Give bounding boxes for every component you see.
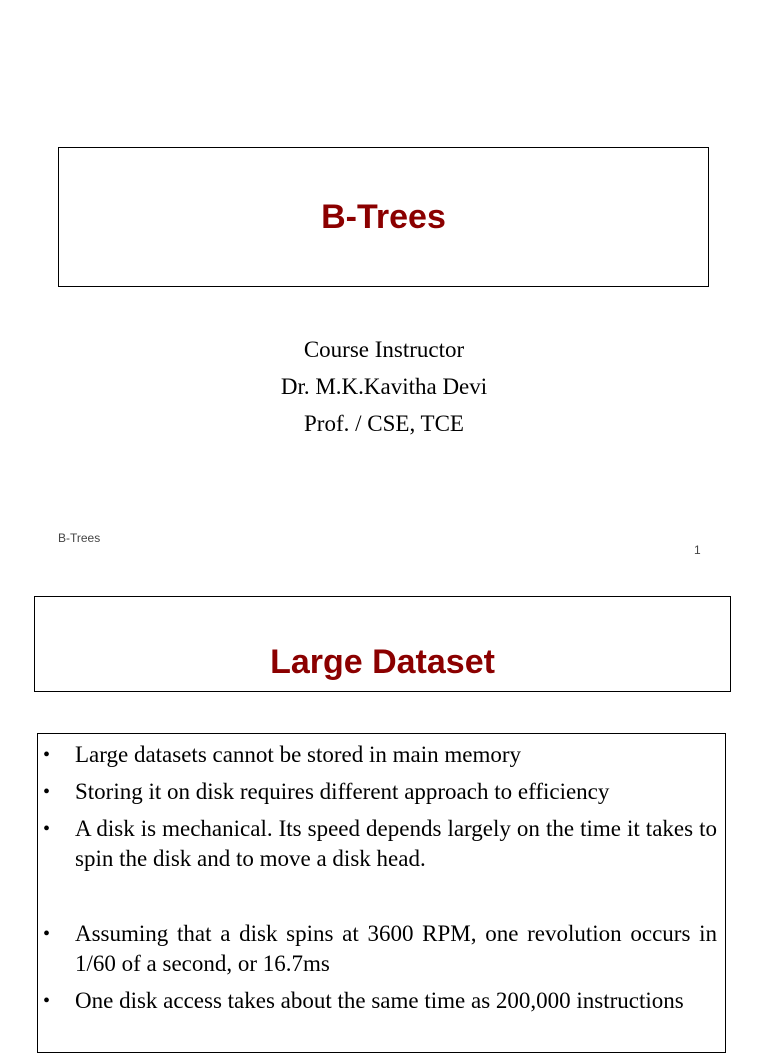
bullet-icon: • [43, 781, 51, 803]
slide-page-number: 1 [694, 543, 701, 557]
bullet-icon: • [43, 990, 51, 1012]
slide-footer-label: B-Trees [58, 531, 101, 545]
instructor-affiliation: Prof. / CSE, TCE [304, 411, 464, 436]
instructor-name: Dr. M.K.Kavitha Devi [280, 374, 488, 399]
slide2-title: Large Dataset [270, 643, 495, 681]
bullet-text: Large datasets cannot be stored in main memory [75, 742, 522, 767]
bullet-text: Assuming that a disk spins at 3600 RPM, one revolution occurs in 1/60 of a second, or 16.7ms [75, 921, 717, 976]
slide2-title-box [34, 596, 731, 692]
bullet-text: A disk is mechanical. Its speed depends largely on the time it takes to spin the disk and to move a disk head. [75, 816, 717, 871]
bullet-text: One disk access takes about the same time as 200,000 instructions [75, 988, 684, 1013]
bullet-text: Storing it on disk requires different approach to efficiency [75, 779, 610, 804]
instructor-block [0, 331, 768, 442]
slide1-title-box [58, 147, 709, 287]
instructor-label: Course Instructor [303, 337, 465, 362]
slide2-content-box [37, 733, 726, 1053]
slide1-title: B-Trees [321, 197, 446, 236]
bullet-icon: • [43, 923, 51, 945]
bullet-icon: • [43, 818, 51, 840]
bullet-icon: • [43, 744, 51, 766]
